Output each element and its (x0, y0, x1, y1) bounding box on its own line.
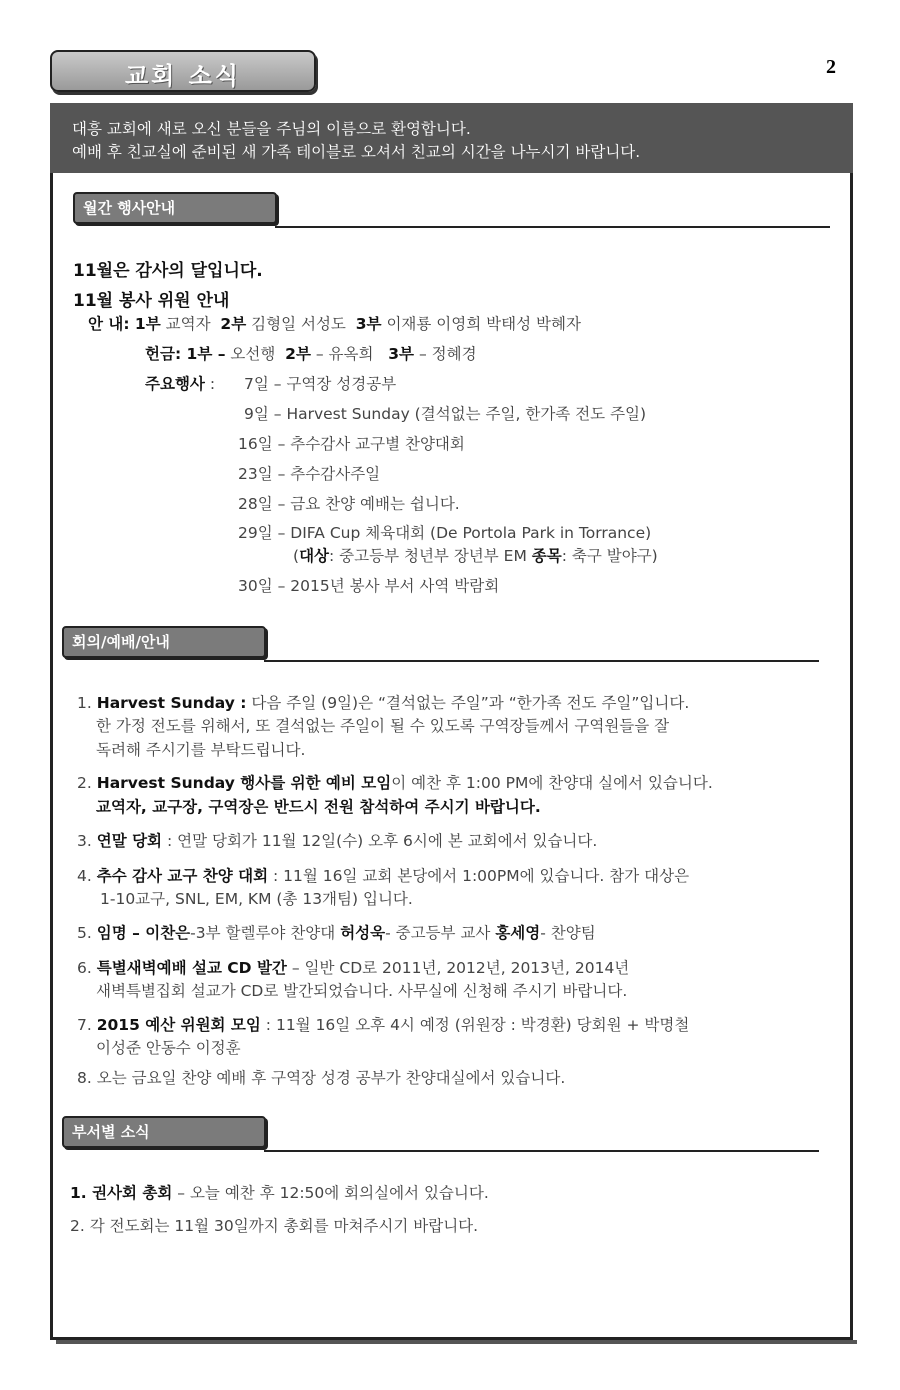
guide-2-label: 2부 (220, 315, 247, 333)
welcome-banner (50, 103, 853, 173)
event-item: 28일 – 금요 찬양 예배는 쉽니다. (238, 495, 460, 513)
meeting-item-2-cont: 교역자, 교구장, 구역장은 반드시 전원 참석하여 주시기 바랍니다. (96, 798, 541, 816)
section-title-meetings: 회의/예배/안내 (72, 633, 170, 651)
item-text: 다음 주일 (9일)은 “결석없는 주일”과 “한가족 전도 주일”입니다. (246, 694, 690, 712)
item-number: 8. (77, 1069, 92, 1087)
offering-label: 헌금: 1부 – (145, 345, 226, 363)
item-text: -3부 할렐루야 찬양대 (190, 924, 341, 942)
item-text: : 연말 당회가 11월 12일(수) 오후 6시에 본 교회에서 있습니다. (162, 832, 598, 850)
monthly-headline-2: 11월 봉사 위원 안내 (73, 291, 230, 311)
guide-3-names: 이재룡 이영희 박태성 박혜자 (386, 315, 581, 333)
detail-target-label: 대상 (299, 547, 330, 565)
meeting-item-1 (77, 691, 689, 713)
section-rule (264, 660, 819, 662)
item-text: 오는 금요일 찬양 예배 후 구역장 성경 공부가 찬양대실에서 있습니다. (91, 1069, 566, 1087)
guide-label: 안 내: 1부 (88, 315, 161, 333)
guide-3-label: 3부 (355, 315, 382, 333)
item-text: : 11월 16일 오후 4시 예정 (위원장 : 박경환) 당회원 + 박명철 (260, 1016, 690, 1034)
offering-3-label: 3부 (388, 345, 415, 363)
section-header-departments (62, 1116, 266, 1148)
events-colon: : (209, 375, 216, 393)
meeting-item-1-cont: 독려해 주시기를 부탁드립니다. (96, 741, 306, 759)
item-number: 1. (77, 694, 92, 712)
item-number: 7. (77, 1016, 92, 1034)
banner-line-1: 대흥 교회에 새로 오신 분들을 주님의 이름으로 환영합니다. (72, 120, 471, 138)
meeting-item-1-cont: 한 가정 전도를 위해서, 또 결석없는 주일이 될 수 있도록 구역장들께서 구역원들을 잘 (96, 717, 670, 735)
item-title: 2015 예산 위원회 모임 (96, 1016, 261, 1034)
item-text: : 11월 16일 교회 본당에서 1:00PM에 있습니다. 참가 대상은 (268, 867, 690, 885)
item-number: 3. (77, 832, 92, 850)
meeting-item-8 (77, 1066, 565, 1088)
item-text: - 중고등부 교사 (385, 924, 496, 942)
offering-2-label: 2부 (285, 345, 311, 363)
item-title: 1. 권사회 총회 (70, 1184, 173, 1202)
item-title: Harvest Sunday 행사를 위한 예비 모임 (96, 774, 392, 792)
item-number: 6. (77, 959, 92, 977)
department-item-2: 2. 각 전도회는 11월 30일까지 총회를 마쳐주시기 바랍니다. (70, 1217, 479, 1235)
item-name: 허성욱 (340, 924, 386, 942)
event-item: 29일 – DIFA Cup 체육대회 (De Portola Park in Torrance) (238, 524, 652, 542)
guide-2-names: 김형일 서성도 (251, 315, 346, 333)
events-label: 주요행사 (145, 375, 205, 393)
section-rule (264, 1150, 819, 1152)
event-item: 7일 – 구역장 성경공부 (244, 375, 397, 393)
meeting-item-6 (77, 956, 629, 978)
event-29-detail (293, 544, 658, 566)
event-item: 16일 – 추수감사 교구별 찬양대회 (238, 435, 465, 453)
item-title: Harvest Sunday : (96, 694, 247, 712)
guide-1-names: 교역자 (165, 315, 211, 333)
page-title-box (50, 50, 316, 92)
detail-paren: ( (293, 547, 300, 565)
item-number: 2. (77, 774, 92, 792)
event-item: 30일 – 2015년 봉사 부서 사역 박람회 (238, 577, 500, 595)
event-item: 9일 – Harvest Sunday (결석없는 주일, 한가족 전도 주일) (244, 405, 647, 423)
monthly-headline-1: 11월은 감사의 달입니다. (73, 261, 263, 281)
item-number: 5. (77, 924, 92, 942)
meeting-item-4-cont: 1-10교구, SNL, EM, KM (총 13개팀) 입니다. (100, 890, 413, 908)
offering-row (145, 342, 477, 364)
offering-1: 오선행 (230, 345, 276, 363)
meeting-item-7-cont: 이성준 안동수 이정훈 (96, 1039, 241, 1057)
item-number: 4. (77, 867, 92, 885)
department-item-1 (70, 1181, 489, 1203)
meeting-item-4 (77, 864, 689, 886)
page-title: 교회 소식 (124, 61, 242, 90)
section-header-meetings (62, 626, 266, 658)
item-text: - 찬양팀 (540, 924, 596, 942)
event-item: 23일 – 추수감사주일 (238, 465, 381, 483)
page-number: 2 (826, 56, 836, 78)
item-title: 추수 감사 교구 찬양 대회 (96, 867, 269, 885)
section-header-monthly (73, 192, 277, 224)
item-name: 홍세영 (495, 924, 541, 942)
section-title-monthly: 월간 행사안내 (83, 199, 176, 217)
item-title: 임명 – 이찬은 (96, 924, 191, 942)
item-text: – 오늘 예찬 후 12:50에 회의실에서 있습니다. (172, 1184, 489, 1202)
meeting-item-3 (77, 829, 597, 851)
section-rule (275, 226, 830, 228)
item-text: – 일반 CD로 2011년, 2012년, 2013년, 2014년 (286, 959, 630, 977)
banner-line-2: 예배 후 친교실에 준비된 새 가족 테이블로 오셔서 친교의 시간을 나누시기 바랍니다. (72, 143, 641, 161)
meeting-item-7 (77, 1013, 689, 1035)
events-label-row (145, 372, 215, 394)
offering-2: – 유옥희 (315, 345, 374, 363)
item-text: 이 예찬 후 1:00 PM에 찬양대 실에서 있습니다. (391, 774, 713, 792)
meeting-item-2 (77, 771, 713, 793)
detail-target: : 중고등부 청년부 장년부 EM (329, 547, 532, 565)
guide-row (88, 312, 581, 334)
detail-sport: : 축구 발야구) (561, 547, 658, 565)
offering-3: – 정혜경 (418, 345, 477, 363)
meeting-item-5 (77, 921, 596, 943)
meeting-item-6-cont: 새벽특별집회 설교가 CD로 발간되었습니다. 사무실에 신청해 주시기 바랍니다. (96, 982, 628, 1000)
item-title: 특별새벽예배 설교 CD 발간 (96, 959, 287, 977)
detail-sport-label: 종목 (531, 547, 562, 565)
item-title: 연말 당회 (96, 832, 163, 850)
section-title-departments: 부서별 소식 (72, 1123, 150, 1141)
